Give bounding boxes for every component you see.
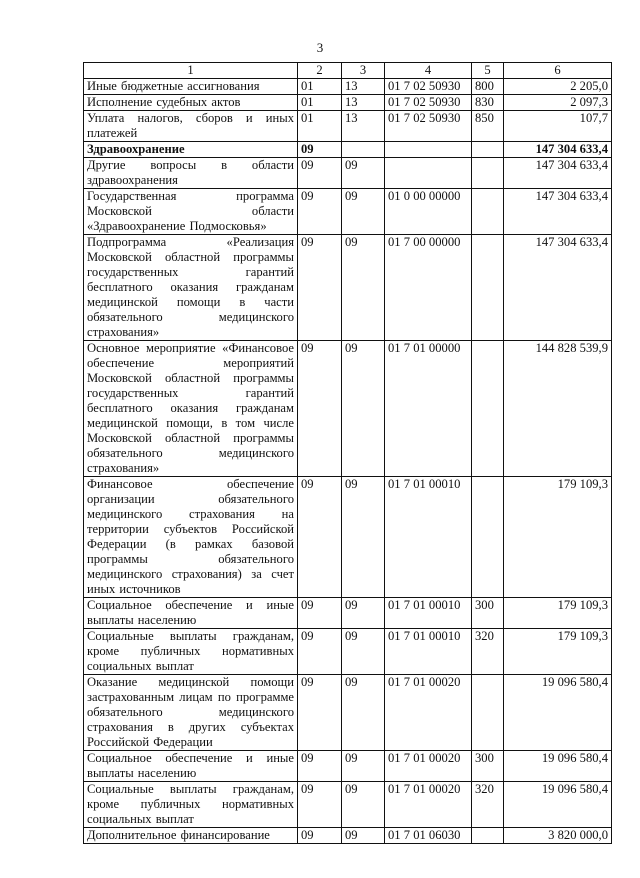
- cell-name: Социальные выплаты гражданам, кроме публичных нормативных социальных выплат: [84, 782, 298, 828]
- cell-expense-type: [472, 142, 504, 158]
- cell-amount: 19 096 580,4: [504, 751, 612, 782]
- cell-amount: 19 096 580,4: [504, 675, 612, 751]
- cell-name: Социальные выплаты гражданам, кроме публичных нормативных социальных выплат: [84, 629, 298, 675]
- cell-expense-type: 850: [472, 111, 504, 142]
- cell-subsection: 13: [342, 79, 385, 95]
- cell-name: Дополнительное финансирование: [84, 828, 298, 844]
- cell-expense-type: [472, 828, 504, 844]
- table-row: [84, 79, 612, 95]
- cell-amount: 179 109,3: [504, 629, 612, 675]
- table-row: [84, 477, 612, 598]
- cell-section: 09: [298, 477, 342, 598]
- cell-name: Другие вопросы в области здравоохранения: [84, 158, 298, 189]
- cell-subsection: 09: [342, 675, 385, 751]
- cell-name: Государственная программа Московской области «Здравоохранение Подмосковья»: [84, 189, 298, 235]
- cell-subsection: 09: [342, 598, 385, 629]
- cell-expense-type: [472, 477, 504, 598]
- cell-target-code: 01 7 01 00010: [385, 598, 472, 629]
- cell-name: Исполнение судебных актов: [84, 95, 298, 111]
- table-row: [84, 598, 612, 629]
- cell-name: Уплата налогов, сборов и иных платежей: [84, 111, 298, 142]
- header-cell-expense-type: 5: [472, 63, 504, 79]
- table-row: [84, 828, 612, 844]
- cell-subsection: 13: [342, 111, 385, 142]
- cell-subsection: [342, 142, 385, 158]
- cell-target-code: 01 7 01 06030: [385, 828, 472, 844]
- cell-name: Оказание медицинской помощи застрахованным лицам по программе обязательного медицинского страхования в других субъектах Российской Федерации: [84, 675, 298, 751]
- cell-expense-type: [472, 341, 504, 477]
- cell-name: Финансовое обеспечение организации обязательного медицинского страхования на территории субъектов Российской Федерации (в рамках базовой программы обязательного медицинского страхования) за счет иных источников: [84, 477, 298, 598]
- cell-name: Социальное обеспечение и иные выплаты населению: [84, 598, 298, 629]
- cell-expense-type: 800: [472, 79, 504, 95]
- cell-amount: 2 097,3: [504, 95, 612, 111]
- header-cell-section: 2: [298, 63, 342, 79]
- cell-section: 09: [298, 158, 342, 189]
- cell-target-code: [385, 142, 472, 158]
- table-row: [84, 111, 612, 142]
- cell-section: 09: [298, 828, 342, 844]
- cell-expense-type: [472, 158, 504, 189]
- cell-section: 01: [298, 95, 342, 111]
- table-row: [84, 235, 612, 341]
- cell-amount: 179 109,3: [504, 598, 612, 629]
- table-row: [84, 189, 612, 235]
- cell-name: Социальное обеспечение и иные выплаты населению: [84, 751, 298, 782]
- cell-amount: 147 304 633,4: [504, 142, 612, 158]
- cell-name: Основное мероприятие «Финансовое обеспечение мероприятий Московской областной программы государственных гарантий бесплатного оказания гражданам медицинской помощи, в том числе Московской областной программы обязательного медицинского страхования»: [84, 341, 298, 477]
- cell-section: 09: [298, 751, 342, 782]
- cell-target-code: 01 7 01 00020: [385, 751, 472, 782]
- cell-target-code: 01 7 01 00020: [385, 782, 472, 828]
- table-row: [84, 142, 612, 158]
- cell-section: 01: [298, 79, 342, 95]
- cell-target-code: 01 7 00 00000: [385, 235, 472, 341]
- cell-subsection: 13: [342, 95, 385, 111]
- cell-section: 09: [298, 598, 342, 629]
- cell-target-code: 01 7 01 00020: [385, 675, 472, 751]
- table-header-row: [84, 63, 612, 79]
- cell-target-code: 01 0 00 00000: [385, 189, 472, 235]
- cell-target-code: 01 7 02 50930: [385, 111, 472, 142]
- cell-name: Подпрограмма «Реализация Московской областной программы государственных гарантий бесплатного оказания гражданам медицинской помощи в части обязательного медицинского страхования»: [84, 235, 298, 341]
- cell-target-code: 01 7 01 00010: [385, 629, 472, 675]
- cell-target-code: 01 7 01 00010: [385, 477, 472, 598]
- table-row: [84, 782, 612, 828]
- cell-name: Здравоохранение: [84, 142, 298, 158]
- cell-amount: 3 820 000,0: [504, 828, 612, 844]
- table-row: [84, 675, 612, 751]
- table-row: [84, 158, 612, 189]
- cell-expense-type: 320: [472, 782, 504, 828]
- cell-amount: 144 828 539,9: [504, 341, 612, 477]
- budget-table: [83, 62, 612, 844]
- table-row: [84, 95, 612, 111]
- table-row: [84, 629, 612, 675]
- cell-section: 01: [298, 111, 342, 142]
- cell-section: 09: [298, 782, 342, 828]
- cell-subsection: 09: [342, 828, 385, 844]
- cell-section: 09: [298, 142, 342, 158]
- page-number: 3: [316, 40, 324, 55]
- header-cell-target-code: 4: [385, 63, 472, 79]
- cell-expense-type: [472, 235, 504, 341]
- cell-section: 09: [298, 235, 342, 341]
- cell-expense-type: 320: [472, 629, 504, 675]
- cell-expense-type: 830: [472, 95, 504, 111]
- cell-section: 09: [298, 629, 342, 675]
- cell-target-code: 01 7 02 50930: [385, 95, 472, 111]
- cell-amount: 19 096 580,4: [504, 782, 612, 828]
- cell-target-code: 01 7 02 50930: [385, 79, 472, 95]
- cell-subsection: 09: [342, 189, 385, 235]
- header-cell-amount: 6: [504, 63, 612, 79]
- cell-amount: 179 109,3: [504, 477, 612, 598]
- cell-subsection: 09: [342, 629, 385, 675]
- cell-target-code: 01 7 01 00000: [385, 341, 472, 477]
- cell-expense-type: [472, 675, 504, 751]
- cell-amount: 2 205,0: [504, 79, 612, 95]
- cell-section: 09: [298, 189, 342, 235]
- table-row: [84, 341, 612, 477]
- cell-target-code: [385, 158, 472, 189]
- cell-amount: 147 304 633,4: [504, 235, 612, 341]
- header-cell-name: 1: [84, 63, 298, 79]
- header-cell-subsection: 3: [342, 63, 385, 79]
- cell-amount: 147 304 633,4: [504, 158, 612, 189]
- cell-expense-type: [472, 189, 504, 235]
- cell-section: 09: [298, 341, 342, 477]
- table-row: [84, 751, 612, 782]
- cell-subsection: 09: [342, 782, 385, 828]
- cell-subsection: 09: [342, 751, 385, 782]
- cell-amount: 147 304 633,4: [504, 189, 612, 235]
- cell-amount: 107,7: [504, 111, 612, 142]
- cell-subsection: 09: [342, 235, 385, 341]
- cell-subsection: 09: [342, 477, 385, 598]
- cell-expense-type: 300: [472, 751, 504, 782]
- cell-name: Иные бюджетные ассигнования: [84, 79, 298, 95]
- cell-section: 09: [298, 675, 342, 751]
- cell-expense-type: 300: [472, 598, 504, 629]
- cell-subsection: 09: [342, 341, 385, 477]
- cell-subsection: 09: [342, 158, 385, 189]
